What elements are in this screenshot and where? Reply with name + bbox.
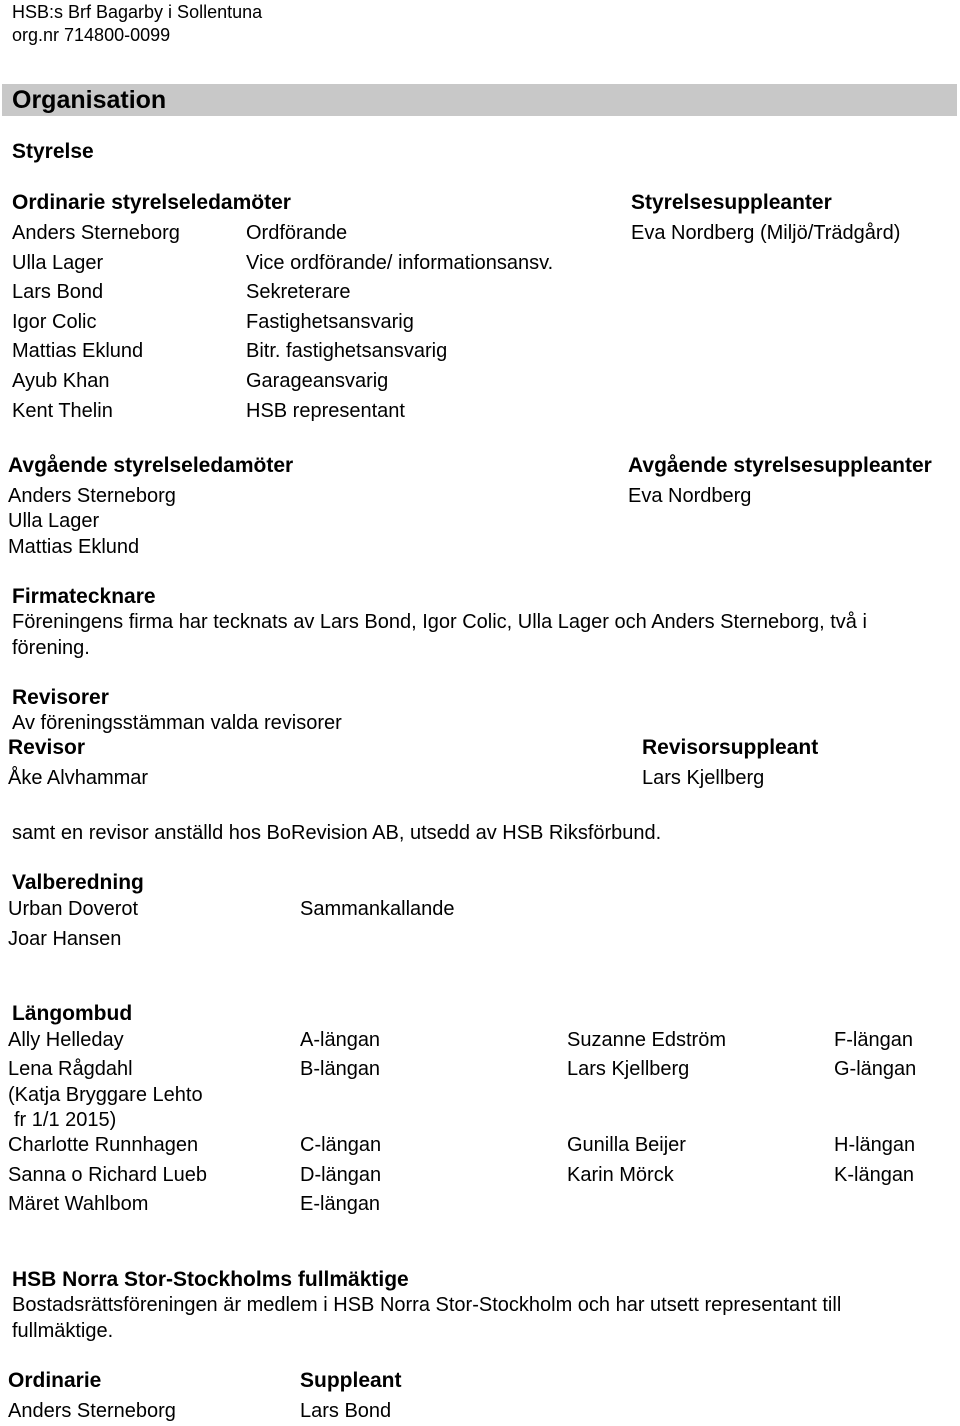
member-role: Ordförande	[246, 222, 348, 244]
langombud-name: Suzanne Edström	[567, 1029, 726, 1051]
revisorsuppleant-name: Lars Kjellberg	[642, 767, 765, 789]
langombud-langa: B-längan	[300, 1058, 381, 1080]
fullmaktige-suppleant-name: Lars Bond	[300, 1400, 392, 1422]
fullmaktige-ordinarie-heading: Ordinarie	[8, 1369, 102, 1392]
langombud-name: Lena Rågdahl	[8, 1058, 133, 1080]
valberedning-member: Joar Hansen	[8, 928, 122, 950]
suppleant-name: Eva Nordberg (Miljö/Trädgård)	[631, 222, 901, 244]
langombud-langa: E-längan	[300, 1193, 381, 1215]
langombud-langa: H-längan	[834, 1134, 916, 1156]
member-role: Bitr. fastighetsansvarig	[246, 340, 448, 362]
revisorsuppleant-heading: Revisorsuppleant	[642, 736, 819, 759]
firmatecknare-text: Föreningens firma har tecknats av Lars Bond, Igor Colic, Ulla Lager och Anders Sterneborg, två i förening.	[12, 611, 867, 659]
firmatecknare-heading: Firmatecknare	[12, 585, 156, 608]
langombud-langa: D-längan	[300, 1164, 382, 1186]
langombud-name: Charlotte Runnhagen	[8, 1134, 199, 1156]
valberedning-heading: Valberedning	[12, 871, 144, 894]
langombud-name: Gunilla Beijer	[567, 1134, 686, 1156]
member-name: Ulla Lager	[12, 252, 104, 274]
association-name: HSB:s Brf Bagarby i Sollentuna	[12, 2, 263, 22]
avgaende-suppleant: Eva Nordberg	[628, 485, 752, 507]
member-name: Kent Thelin	[12, 400, 113, 422]
member-name: Mattias Eklund	[12, 340, 144, 362]
langombud-langa: C-längan	[300, 1134, 382, 1156]
org-number: org.nr 714800-0099	[12, 25, 171, 45]
member-name: Anders Sterneborg	[12, 222, 180, 244]
suppleanter-heading: Styrelsesuppleanter	[631, 191, 832, 214]
member-role: Fastighetsansvarig	[246, 311, 414, 333]
member-role: Garageansvarig	[246, 370, 389, 392]
member-role: Sekreterare	[246, 281, 351, 303]
member-name: Igor Colic	[12, 311, 97, 333]
fullmaktige-ordinarie-name: Anders Sterneborg	[8, 1400, 176, 1422]
langombud-name: Märet Wahlbom	[8, 1193, 149, 1215]
langombud-langa: G-längan	[834, 1058, 917, 1080]
revisor-heading: Revisor	[8, 736, 86, 759]
styrelse-heading: Styrelse	[12, 140, 94, 163]
langombud-langa: K-längan	[834, 1164, 915, 1186]
fullmaktige-suppleant-heading: Suppleant	[300, 1369, 402, 1392]
member-role: HSB representant	[246, 400, 405, 422]
revisorer-note: samt en revisor anställd hos BoRevision AB, utsedd av HSB Riksförbund.	[12, 822, 662, 844]
section-title: Organisation	[12, 86, 167, 114]
valberedning-role: Sammankallande	[300, 898, 455, 920]
avgaende-ledamot: Ulla Lager	[8, 510, 100, 532]
revisorer-subheading: Av föreningsstämman valda revisorer	[12, 712, 342, 734]
langombud-name: Sanna o Richard Lueb	[8, 1164, 208, 1186]
ordinarie-ledamoter-heading: Ordinarie styrelseledamöter	[12, 191, 291, 214]
langombud-name: Karin Mörck	[567, 1164, 674, 1186]
member-name: Lars Bond	[12, 281, 104, 303]
avgaende-suppleanter-heading: Avgående styrelsesuppleanter	[628, 454, 932, 477]
avgaende-ledamot: Anders Sterneborg	[8, 485, 176, 507]
member-role: Vice ordförande/ informationsansv.	[246, 252, 554, 274]
langombud-heading: Längombud	[12, 1002, 133, 1025]
langombud-note: (Katja Bryggare Lehto	[8, 1084, 203, 1106]
langombud-name: Ally Helleday	[8, 1029, 124, 1051]
fullmaktige-text: Bostadsrättsföreningen är medlem i HSB Norra Stor-Stockholm och har utsett representant till fullmäktige.	[12, 1294, 842, 1342]
langombud-note: fr 1/1 2015)	[14, 1109, 117, 1131]
avgaende-ledamoter-heading: Avgående styrelseledamöter	[8, 454, 294, 477]
valberedning-member: Urban Doverot	[8, 898, 139, 920]
avgaende-ledamot: Mattias Eklund	[8, 536, 140, 558]
langombud-langa: A-längan	[300, 1029, 381, 1051]
langombud-name: Lars Kjellberg	[567, 1058, 690, 1080]
fullmaktige-heading: HSB Norra Stor-Stockholms fullmäktige	[12, 1268, 409, 1291]
revisorer-heading: Revisorer	[12, 686, 109, 709]
revisor-name: Åke Alvhammar	[8, 767, 149, 789]
langombud-langa: F-längan	[834, 1029, 913, 1051]
member-name: Ayub Khan	[12, 370, 110, 392]
